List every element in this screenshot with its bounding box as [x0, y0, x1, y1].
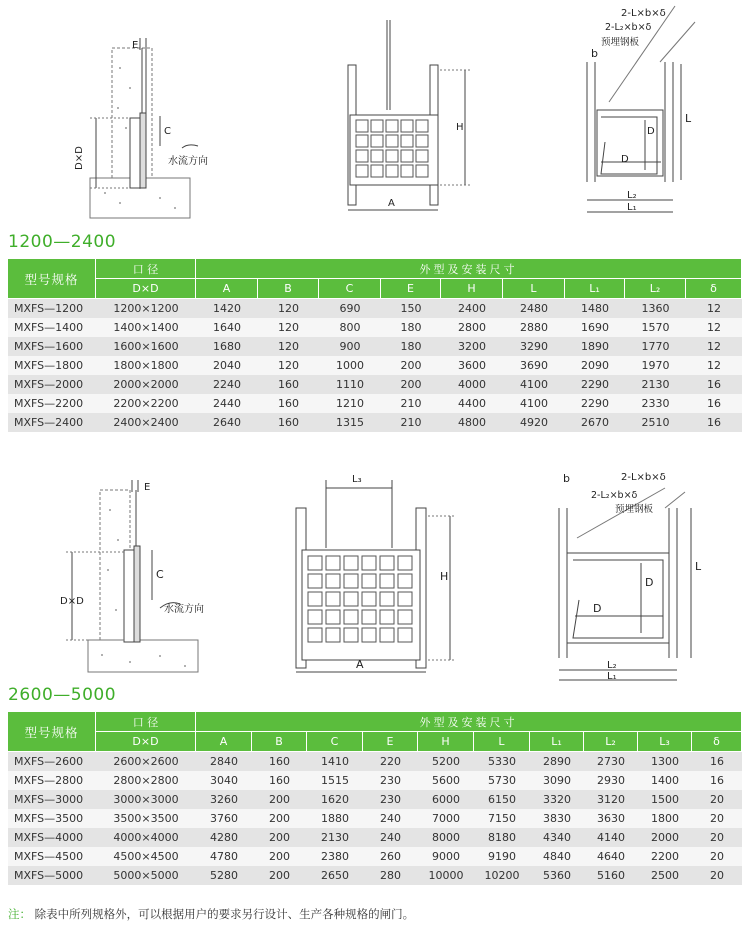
side-view-drawing-2: [60, 480, 220, 680]
value-cell: 6000: [418, 790, 474, 809]
value-cell: 1400: [638, 771, 692, 790]
label-c: C: [164, 126, 171, 137]
value-cell: 1000: [319, 356, 381, 375]
value-cell: 8000: [418, 828, 474, 847]
label-flow-direction: 水流方向: [168, 156, 208, 167]
header-dimensions: 外型及安装尺寸: [196, 259, 742, 279]
col-l3-2: L₃: [638, 732, 692, 752]
col-b-2: B: [252, 732, 307, 752]
value-cell: 16: [686, 394, 742, 413]
value-cell: 8180: [474, 828, 530, 847]
value-cell: 2730: [584, 752, 638, 771]
front-view-drawing-2: [290, 468, 470, 678]
value-cell: 200: [252, 828, 307, 847]
value-cell: 2130: [625, 375, 686, 394]
value-cell: 180: [381, 337, 441, 356]
table-row: [8, 318, 742, 337]
table-row: [8, 413, 742, 432]
value-cell: 1300: [638, 752, 692, 771]
model-cell: MXFS—1800: [8, 356, 96, 375]
value-cell: 3500×3500: [96, 809, 196, 828]
label-embedded-plate: 预埋钢板: [601, 37, 640, 48]
value-cell: 2800: [441, 318, 503, 337]
label-l3: L₃: [352, 474, 362, 485]
value-cell: 3090: [530, 771, 584, 790]
value-cell: 5600: [418, 771, 474, 790]
value-cell: 16: [686, 375, 742, 394]
value-cell: 4280: [196, 828, 252, 847]
col-l: L: [503, 279, 565, 299]
table-row: [8, 828, 742, 847]
value-cell: 10200: [474, 866, 530, 885]
label-d-horizontal: D: [621, 154, 629, 165]
value-cell: 160: [258, 413, 319, 432]
value-cell: 3260: [196, 790, 252, 809]
value-cell: 160: [252, 752, 307, 771]
header-model: 型号规格: [8, 259, 96, 299]
value-cell: 4500×4500: [96, 847, 196, 866]
value-cell: 2640: [196, 413, 258, 432]
value-cell: 2330: [625, 394, 686, 413]
front-view-svg-1: [330, 20, 480, 220]
value-cell: 4000×4000: [96, 828, 196, 847]
value-cell: 2500: [638, 866, 692, 885]
value-cell: 20: [692, 828, 742, 847]
value-cell: 1770: [625, 337, 686, 356]
label-h-2: H: [440, 570, 449, 583]
model-cell: MXFS—2800: [8, 771, 96, 790]
value-cell: 260: [363, 847, 418, 866]
model-cell: MXFS—3500: [8, 809, 96, 828]
col-l1: L₁: [565, 279, 625, 299]
value-cell: 3040: [196, 771, 252, 790]
side-view-drawing-1: [60, 28, 210, 224]
col-l1-2: L₁: [530, 732, 584, 752]
value-cell: 210: [381, 394, 441, 413]
label-bolt: 2-L×b×δ: [621, 8, 666, 19]
col-h-2: H: [418, 732, 474, 752]
value-cell: 3830: [530, 809, 584, 828]
value-cell: 12: [686, 356, 742, 375]
footnote-key: 注：: [8, 907, 31, 921]
value-cell: 200: [252, 847, 307, 866]
value-cell: 20: [692, 809, 742, 828]
value-cell: 2040: [196, 356, 258, 375]
footnote-text: 除表中所列规格外，可以根据用户的要求另行设计、生产各种规格的闸门。: [34, 907, 415, 921]
value-cell: 1970: [625, 356, 686, 375]
value-cell: 9190: [474, 847, 530, 866]
value-cell: 20: [692, 866, 742, 885]
label-c-2: C: [156, 568, 164, 581]
col-e: E: [381, 279, 441, 299]
label-flow-direction-2: 水流方向: [164, 604, 204, 615]
value-cell: 1480: [565, 299, 625, 318]
label-l-2: L: [695, 560, 702, 573]
table-row: [8, 790, 742, 809]
front-view-drawing-1: [330, 20, 480, 220]
value-cell: 4800: [441, 413, 503, 432]
plan-view-svg-2: [545, 468, 720, 683]
section-title-1200-2400: 1200—2400: [8, 232, 117, 252]
value-cell: 1210: [319, 394, 381, 413]
label-a: A: [388, 198, 395, 209]
value-cell: 1570: [625, 318, 686, 337]
header-model-2: 型号规格: [8, 712, 96, 752]
plan-view-drawing-1: [565, 2, 715, 222]
table-row: [8, 375, 742, 394]
value-cell: 230: [363, 771, 418, 790]
value-cell: 12: [686, 299, 742, 318]
value-cell: 200: [381, 356, 441, 375]
model-cell: MXFS—1400: [8, 318, 96, 337]
value-cell: 7150: [474, 809, 530, 828]
label-l2: L₂: [627, 190, 637, 201]
value-cell: 12: [686, 318, 742, 337]
value-cell: 1800×1800: [96, 356, 196, 375]
model-cell: MXFS—2200: [8, 394, 96, 413]
col-a: A: [196, 279, 258, 299]
label-dxd-2: D×D: [60, 596, 84, 607]
value-cell: 2200: [638, 847, 692, 866]
value-cell: 200: [252, 809, 307, 828]
table-row: [8, 299, 742, 318]
value-cell: 3000×3000: [96, 790, 196, 809]
value-cell: 150: [381, 299, 441, 318]
value-cell: 4000: [441, 375, 503, 394]
table-row: [8, 771, 742, 790]
value-cell: 16: [692, 771, 742, 790]
value-cell: 160: [252, 771, 307, 790]
value-cell: 200: [381, 375, 441, 394]
value-cell: 2200×2200: [96, 394, 196, 413]
value-cell: 120: [258, 299, 319, 318]
value-cell: 240: [363, 809, 418, 828]
value-cell: 2380: [307, 847, 363, 866]
value-cell: 1360: [625, 299, 686, 318]
label-l2-2: L₂: [607, 660, 617, 671]
value-cell: 5160: [584, 866, 638, 885]
label-dxd: D×D: [74, 146, 85, 170]
value-cell: 4340: [530, 828, 584, 847]
value-cell: 2510: [625, 413, 686, 432]
value-cell: 1400×1400: [96, 318, 196, 337]
value-cell: 200: [252, 866, 307, 885]
value-cell: 20: [692, 847, 742, 866]
col-e-2: E: [363, 732, 418, 752]
label-plate: 2-L₂×b×δ: [605, 22, 652, 33]
value-cell: 2000: [638, 828, 692, 847]
value-cell: 1420: [196, 299, 258, 318]
value-cell: 690: [319, 299, 381, 318]
value-cell: 1880: [307, 809, 363, 828]
value-cell: 200: [252, 790, 307, 809]
value-cell: 180: [381, 318, 441, 337]
col-dxd: D×D: [96, 279, 196, 299]
model-cell: MXFS—1200: [8, 299, 96, 318]
value-cell: 160: [258, 375, 319, 394]
header-aperture: 口 径: [96, 259, 196, 279]
table-row: [8, 752, 742, 771]
value-cell: 1620: [307, 790, 363, 809]
label-l1: L₁: [627, 202, 637, 213]
value-cell: 3760: [196, 809, 252, 828]
label-bolt-2: 2-L×b×δ: [621, 472, 666, 483]
value-cell: 3200: [441, 337, 503, 356]
plan-view-svg-1: [565, 2, 715, 222]
value-cell: 16: [686, 413, 742, 432]
value-cell: 2130: [307, 828, 363, 847]
value-cell: 2400×2400: [96, 413, 196, 432]
value-cell: 4400: [441, 394, 503, 413]
value-cell: 4100: [503, 375, 565, 394]
value-cell: 2890: [530, 752, 584, 771]
value-cell: 2600×2600: [96, 752, 196, 771]
col-a-2: A: [196, 732, 252, 752]
value-cell: 1640: [196, 318, 258, 337]
label-b: b: [591, 47, 598, 60]
value-cell: 2480: [503, 299, 565, 318]
label-b-2: b: [563, 472, 570, 485]
section-title-2600-5000: 2600—5000: [8, 685, 117, 705]
value-cell: 2930: [584, 771, 638, 790]
value-cell: 1410: [307, 752, 363, 771]
value-cell: 240: [363, 828, 418, 847]
value-cell: 20: [692, 790, 742, 809]
value-cell: 900: [319, 337, 381, 356]
col-delta: δ: [686, 279, 742, 299]
value-cell: 2090: [565, 356, 625, 375]
spec-table-2600-5000: [8, 712, 742, 885]
col-dxd-2: D×D: [96, 732, 196, 752]
value-cell: 2440: [196, 394, 258, 413]
model-cell: MXFS—5000: [8, 866, 96, 885]
value-cell: 4140: [584, 828, 638, 847]
value-cell: 210: [381, 413, 441, 432]
model-cell: MXFS—3000: [8, 790, 96, 809]
label-d-horizontal-2: D: [593, 602, 602, 615]
value-cell: 1200×1200: [96, 299, 196, 318]
label-plate-2: 2-L₂×b×δ: [591, 490, 638, 501]
value-cell: 1680: [196, 337, 258, 356]
col-delta-2: δ: [692, 732, 742, 752]
label-h: H: [456, 122, 464, 133]
header-dimensions-2: 外型及安装尺寸: [196, 712, 742, 732]
footnote: [8, 906, 414, 922]
value-cell: 4100: [503, 394, 565, 413]
value-cell: 2400: [441, 299, 503, 318]
label-d-vertical-2: D: [645, 576, 654, 589]
value-cell: 5000×5000: [96, 866, 196, 885]
value-cell: 5280: [196, 866, 252, 885]
value-cell: 220: [363, 752, 418, 771]
table-row: [8, 356, 742, 375]
value-cell: 4780: [196, 847, 252, 866]
model-cell: MXFS—4500: [8, 847, 96, 866]
value-cell: 2650: [307, 866, 363, 885]
value-cell: 2840: [196, 752, 252, 771]
value-cell: 1690: [565, 318, 625, 337]
model-cell: MXFS—4000: [8, 828, 96, 847]
label-l: L: [685, 112, 692, 125]
value-cell: 800: [319, 318, 381, 337]
value-cell: 1600×1600: [96, 337, 196, 356]
table-row: [8, 847, 742, 866]
value-cell: 2290: [565, 394, 625, 413]
side-view-svg-1: [60, 28, 210, 224]
table-row: [8, 809, 742, 828]
value-cell: 12: [686, 337, 742, 356]
value-cell: 1890: [565, 337, 625, 356]
col-c-2: C: [307, 732, 363, 752]
table-row: [8, 394, 742, 413]
value-cell: 2000×2000: [96, 375, 196, 394]
value-cell: 120: [258, 337, 319, 356]
model-cell: MXFS—2600: [8, 752, 96, 771]
col-b: B: [258, 279, 319, 299]
value-cell: 4640: [584, 847, 638, 866]
value-cell: 7000: [418, 809, 474, 828]
col-h: H: [441, 279, 503, 299]
col-l-2: L: [474, 732, 530, 752]
value-cell: 2240: [196, 375, 258, 394]
value-cell: 3690: [503, 356, 565, 375]
model-cell: MXFS—2000: [8, 375, 96, 394]
value-cell: 3120: [584, 790, 638, 809]
front-view-svg-2: [290, 468, 470, 678]
label-embedded-plate-2: 预埋钢板: [615, 504, 654, 515]
value-cell: 230: [363, 790, 418, 809]
value-cell: 10000: [418, 866, 474, 885]
value-cell: 16: [692, 752, 742, 771]
model-cell: MXFS—1600: [8, 337, 96, 356]
value-cell: 1800: [638, 809, 692, 828]
value-cell: 2670: [565, 413, 625, 432]
value-cell: 6150: [474, 790, 530, 809]
value-cell: 9000: [418, 847, 474, 866]
value-cell: 1515: [307, 771, 363, 790]
table-row: [8, 866, 742, 885]
value-cell: 2880: [503, 318, 565, 337]
value-cell: 3290: [503, 337, 565, 356]
label-a-2: A: [356, 658, 364, 671]
value-cell: 1315: [319, 413, 381, 432]
label-e: E: [132, 40, 139, 51]
value-cell: 3630: [584, 809, 638, 828]
label-l1-2: L₁: [607, 671, 617, 682]
value-cell: 5360: [530, 866, 584, 885]
header-aperture-2: 口 径: [96, 712, 196, 732]
value-cell: 3600: [441, 356, 503, 375]
value-cell: 1110: [319, 375, 381, 394]
col-c: C: [319, 279, 381, 299]
value-cell: 5200: [418, 752, 474, 771]
value-cell: 280: [363, 866, 418, 885]
col-l2: L₂: [625, 279, 686, 299]
value-cell: 5730: [474, 771, 530, 790]
value-cell: 3320: [530, 790, 584, 809]
spec-table-1200-2400: [8, 259, 742, 432]
plan-view-drawing-2: [545, 468, 720, 683]
value-cell: 4840: [530, 847, 584, 866]
value-cell: 1500: [638, 790, 692, 809]
value-cell: 2290: [565, 375, 625, 394]
label-e-2: E: [144, 482, 151, 493]
value-cell: 2800×2800: [96, 771, 196, 790]
value-cell: 4920: [503, 413, 565, 432]
value-cell: 120: [258, 318, 319, 337]
table-row: [8, 337, 742, 356]
value-cell: 5330: [474, 752, 530, 771]
value-cell: 120: [258, 356, 319, 375]
model-cell: MXFS—2400: [8, 413, 96, 432]
side-view-svg-2: [60, 480, 220, 680]
col-l2-2: L₂: [584, 732, 638, 752]
label-d-vertical: D: [647, 126, 655, 137]
value-cell: 160: [258, 394, 319, 413]
